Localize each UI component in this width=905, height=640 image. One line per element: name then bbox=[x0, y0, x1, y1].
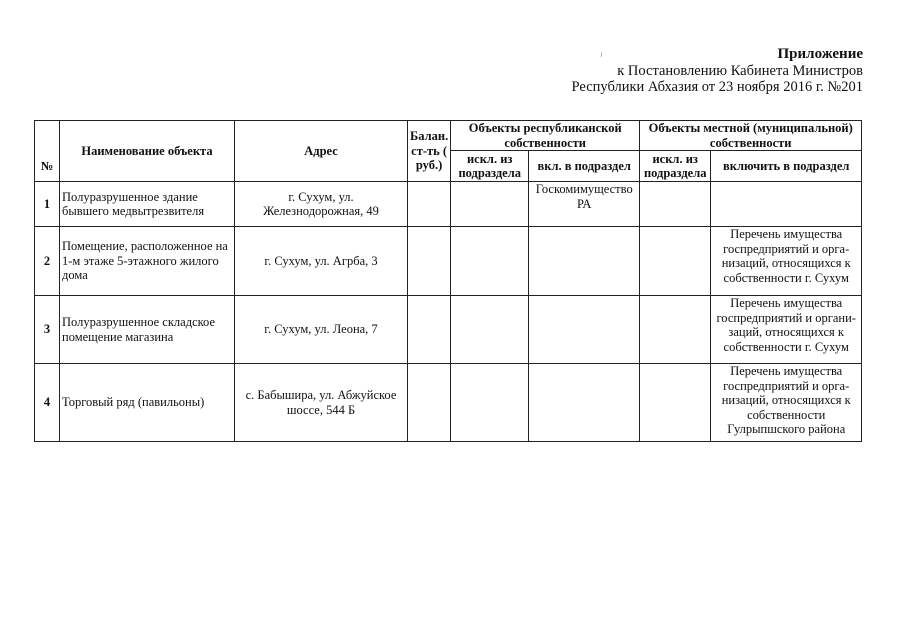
header-rep-excl: искл. из подраздела bbox=[451, 151, 529, 182]
row-rep-excl bbox=[451, 227, 529, 296]
row-rep-incl bbox=[529, 364, 640, 442]
row-balance bbox=[408, 364, 451, 442]
row-rep-excl bbox=[451, 182, 529, 227]
row-mun-excl bbox=[640, 227, 711, 296]
pen-mark: ⸝ bbox=[596, 47, 605, 59]
row-num: 2 bbox=[35, 227, 60, 296]
row-num: 3 bbox=[35, 296, 60, 364]
row-balance bbox=[408, 182, 451, 227]
row-name: Полуразрушенное складское помещение магазина bbox=[60, 296, 235, 364]
header-address: Адрес bbox=[235, 121, 408, 182]
row-name: Торговый ряд (павильоны) bbox=[60, 364, 235, 442]
row-address: г. Сухум, ул. Железнодорожная, 49 bbox=[235, 182, 408, 227]
row-mun-incl bbox=[711, 182, 862, 227]
objects-table bbox=[34, 120, 862, 442]
document-header bbox=[572, 46, 863, 96]
header-num: № bbox=[35, 121, 60, 182]
table-row bbox=[35, 364, 862, 442]
row-address: г. Сухум, ул. Агрба, 3 bbox=[235, 227, 408, 296]
row-rep-incl bbox=[529, 227, 640, 296]
table-row bbox=[35, 296, 862, 364]
row-balance bbox=[408, 227, 451, 296]
row-mun-excl bbox=[640, 364, 711, 442]
row-mun-incl: Перечень имущества госпредприятий и органи-заций, относящихся к собственности г. Сухум bbox=[711, 296, 862, 364]
table-row bbox=[35, 182, 862, 227]
row-num: 1 bbox=[35, 182, 60, 227]
row-rep-incl bbox=[529, 296, 640, 364]
row-mun-incl: Перечень имущества госпредприятий и орга-низаций, относящихся к собственности Гулрыпшского района bbox=[711, 364, 862, 442]
row-mun-excl bbox=[640, 182, 711, 227]
row-address: г. Сухум, ул. Леона, 7 bbox=[235, 296, 408, 364]
row-name: Полуразрушенное здание бывшего медвытрезвителя bbox=[60, 182, 235, 227]
header-rep-incl: вкл. в подраздел bbox=[529, 151, 640, 182]
row-rep-incl: Госкомимущество РА bbox=[529, 182, 640, 227]
row-address: с. Бабышира, ул. Абжуйское шоссе, 544 Б bbox=[235, 364, 408, 442]
row-name: Помещение, расположенное на 1-м этаже 5-этажного жилого дома bbox=[60, 227, 235, 296]
header-mun-incl: включить в подраздел bbox=[711, 151, 862, 182]
table-row bbox=[35, 227, 862, 296]
header-line-2: к Постановлению Кабинета Министров bbox=[617, 62, 863, 79]
header-name: Наименование объекта bbox=[60, 121, 235, 182]
row-num: 4 bbox=[35, 364, 60, 442]
row-mun-incl: Перечень имущества госпредприятий и орга-низаций, относящихся к собственности г. Сухум bbox=[711, 227, 862, 296]
header-line-3: Республики Абхазия от 23 ноября 2016 г. №201 bbox=[571, 79, 863, 95]
row-balance bbox=[408, 296, 451, 364]
row-rep-excl bbox=[451, 296, 529, 364]
header-balance: Балан. ст-ть ( руб.) bbox=[408, 121, 451, 182]
header-municipal: Объекты местной (муниципальной) собственности bbox=[640, 121, 862, 151]
header-mun-excl: искл. из подраздела bbox=[640, 151, 711, 182]
header-republican: Объекты республиканской собственности bbox=[451, 121, 640, 151]
row-mun-excl bbox=[640, 296, 711, 364]
row-rep-excl bbox=[451, 364, 529, 442]
appendix-title: Приложение bbox=[777, 46, 863, 62]
